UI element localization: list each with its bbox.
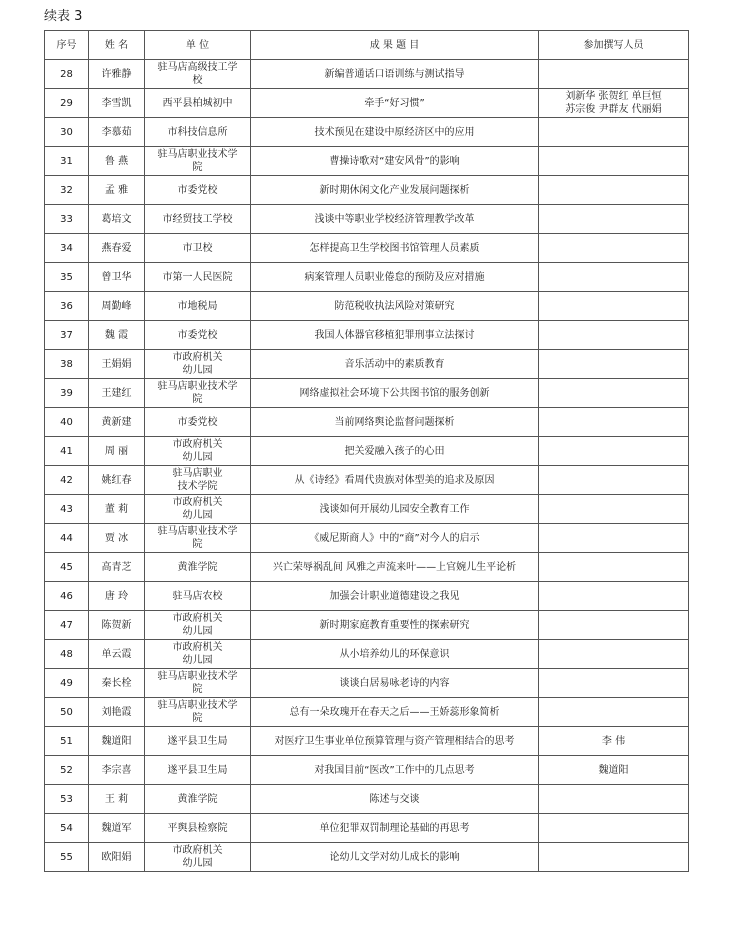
cell-title: 牵手“好习惯”: [251, 89, 539, 118]
table-row: [45, 698, 689, 727]
cell-authors: [539, 118, 689, 147]
cell-seq: 35: [45, 263, 89, 292]
cell-name: 李慕茹: [89, 118, 145, 147]
cell-title: 音乐活动中的素质教育: [251, 350, 539, 379]
cell-name: 欧阳娟: [89, 843, 145, 872]
cell-title: 曹操诗歌对“建安风骨”的影响: [251, 147, 539, 176]
cell-name: 高青芝: [89, 553, 145, 582]
table-row: [45, 147, 689, 176]
cell-title: 总有一朵玫瑰开在春天之后——王娇蕊形象简析: [251, 698, 539, 727]
cell-title: 网络虚拟社会环境下公共图书馆的服务创新: [251, 379, 539, 408]
header-title: 成 果 题 目: [251, 31, 539, 60]
cell-authors: [539, 263, 689, 292]
cell-authors: [539, 205, 689, 234]
cell-name: 李宗喜: [89, 756, 145, 785]
cell-name: 燕春爱: [89, 234, 145, 263]
table-row: [45, 118, 689, 147]
cell-name: 周 丽: [89, 437, 145, 466]
cell-authors: [539, 582, 689, 611]
header-authors: 参加撰写人员: [539, 31, 689, 60]
cell-authors: [539, 814, 689, 843]
table-row: [45, 553, 689, 582]
cell-seq: 52: [45, 756, 89, 785]
header-seq: 序号: [45, 31, 89, 60]
cell-seq: 46: [45, 582, 89, 611]
cell-authors: [539, 408, 689, 437]
cell-name: 姚红春: [89, 466, 145, 495]
cell-unit: 驻马店职业技术学 院: [145, 669, 251, 698]
cell-title: 对我国目前“医改”工作中的几点思考: [251, 756, 539, 785]
cell-authors: [539, 292, 689, 321]
cell-name: 唐 玲: [89, 582, 145, 611]
cell-seq: 31: [45, 147, 89, 176]
table-row: [45, 379, 689, 408]
table-row: [45, 727, 689, 756]
cell-title: 兴亡荣辱祸乱间 风雅之声流来叶——上官婉儿生平论析: [251, 553, 539, 582]
cell-title: 谈谈白居易咏老诗的内容: [251, 669, 539, 698]
table-row: [45, 60, 689, 89]
table-row: [45, 321, 689, 350]
cell-name: 曾卫华: [89, 263, 145, 292]
cell-name: 单云霞: [89, 640, 145, 669]
table-row: [45, 292, 689, 321]
cell-title: 从小培养幼儿的环保意识: [251, 640, 539, 669]
results-table: [44, 30, 689, 872]
table-row: [45, 176, 689, 205]
cell-authors: [539, 350, 689, 379]
cell-authors: [539, 785, 689, 814]
table-row: [45, 814, 689, 843]
table-row: [45, 785, 689, 814]
cell-unit: 市地税局: [145, 292, 251, 321]
cell-name: 贾 冰: [89, 524, 145, 553]
cell-unit: 市经贸技工学校: [145, 205, 251, 234]
table-caption: 续表 3: [44, 9, 83, 24]
cell-name: 秦长栓: [89, 669, 145, 698]
cell-unit: 平舆县检察院: [145, 814, 251, 843]
cell-authors: [539, 698, 689, 727]
table-row: [45, 205, 689, 234]
cell-unit: 市委党校: [145, 176, 251, 205]
table-row: [45, 495, 689, 524]
cell-name: 王娟娟: [89, 350, 145, 379]
cell-title: 加强会计职业道德建设之我见: [251, 582, 539, 611]
cell-authors: [539, 640, 689, 669]
cell-name: 李雪凯: [89, 89, 145, 118]
table-row: [45, 640, 689, 669]
cell-title: 陈述与交谈: [251, 785, 539, 814]
cell-unit: 驻马店职业技术学 院: [145, 147, 251, 176]
cell-seq: 41: [45, 437, 89, 466]
cell-authors: [539, 524, 689, 553]
cell-unit: 黄淮学院: [145, 785, 251, 814]
cell-title: 病案管理人员职业倦怠的预防及应对措施: [251, 263, 539, 292]
cell-unit: 驻马店职业 技术学院: [145, 466, 251, 495]
cell-unit: 市政府机关 幼儿园: [145, 843, 251, 872]
cell-unit: 驻马店职业技术学 院: [145, 698, 251, 727]
cell-unit: 市委党校: [145, 408, 251, 437]
cell-title: 《威尼斯商人》中的“商”对今人的启示: [251, 524, 539, 553]
table-row: [45, 843, 689, 872]
cell-authors: 刘新华 张贺红 单巨恒 苏宗俊 尹群友 代丽娟: [539, 89, 689, 118]
header-row: [45, 31, 689, 60]
cell-authors: [539, 553, 689, 582]
cell-unit: 市委党校: [145, 321, 251, 350]
cell-title: 新时期休闲文化产业发展问题探析: [251, 176, 539, 205]
cell-title: 从《诗经》看周代贵族对体型美的追求及原因: [251, 466, 539, 495]
cell-seq: 50: [45, 698, 89, 727]
cell-authors: [539, 60, 689, 89]
cell-authors: [539, 234, 689, 263]
cell-title: 新编普通话口语训练与测试指导: [251, 60, 539, 89]
cell-title: 新时期家庭教育重要性的探索研究: [251, 611, 539, 640]
cell-name: 葛培文: [89, 205, 145, 234]
cell-seq: 28: [45, 60, 89, 89]
cell-title: 当前网络舆论监督问题探析: [251, 408, 539, 437]
cell-unit: 驻马店高级技工学 校: [145, 60, 251, 89]
cell-authors: [539, 466, 689, 495]
table-body: [45, 60, 689, 872]
table-row: [45, 350, 689, 379]
cell-seq: 51: [45, 727, 89, 756]
cell-unit: 市卫校: [145, 234, 251, 263]
cell-title: 技术预见在建设中原经济区中的应用: [251, 118, 539, 147]
cell-name: 鲁 燕: [89, 147, 145, 176]
cell-authors: 魏道阳: [539, 756, 689, 785]
cell-seq: 36: [45, 292, 89, 321]
cell-seq: 42: [45, 466, 89, 495]
table-row: [45, 756, 689, 785]
cell-seq: 45: [45, 553, 89, 582]
cell-name: 孟 雅: [89, 176, 145, 205]
cell-unit: 遂平县卫生局: [145, 727, 251, 756]
cell-unit: 遂平县卫生局: [145, 756, 251, 785]
table-row: [45, 524, 689, 553]
cell-seq: 34: [45, 234, 89, 263]
cell-authors: [539, 321, 689, 350]
table-row: [45, 263, 689, 292]
table-row: [45, 669, 689, 698]
cell-unit: 驻马店农校: [145, 582, 251, 611]
cell-title: 怎样提高卫生学校图书馆管理人员素质: [251, 234, 539, 263]
cell-title: 把关爱融入孩子的心田: [251, 437, 539, 466]
cell-name: 董 莉: [89, 495, 145, 524]
cell-name: 魏道阳: [89, 727, 145, 756]
cell-title: 论幼儿文学对幼儿成长的影响: [251, 843, 539, 872]
header-unit: 单 位: [145, 31, 251, 60]
cell-seq: 37: [45, 321, 89, 350]
cell-name: 周勤峰: [89, 292, 145, 321]
cell-seq: 32: [45, 176, 89, 205]
cell-seq: 33: [45, 205, 89, 234]
cell-seq: 53: [45, 785, 89, 814]
cell-name: 黄新建: [89, 408, 145, 437]
cell-title: 单位犯罪双罚制理论基础的再思考: [251, 814, 539, 843]
cell-unit: 驻马店职业技术学 院: [145, 524, 251, 553]
cell-seq: 29: [45, 89, 89, 118]
header-name: 姓 名: [89, 31, 145, 60]
cell-seq: 47: [45, 611, 89, 640]
cell-seq: 39: [45, 379, 89, 408]
cell-seq: 40: [45, 408, 89, 437]
cell-unit: 西平县柏城初中: [145, 89, 251, 118]
cell-unit: 市第一人民医院: [145, 263, 251, 292]
cell-unit: 市政府机关 幼儿园: [145, 611, 251, 640]
cell-seq: 49: [45, 669, 89, 698]
cell-unit: 市政府机关 幼儿园: [145, 350, 251, 379]
cell-title: 对医疗卫生事业单位预算管理与资产管理相结合的思考: [251, 727, 539, 756]
table-row: [45, 89, 689, 118]
table-row: [45, 234, 689, 263]
cell-authors: 李 伟: [539, 727, 689, 756]
cell-unit: 黄淮学院: [145, 553, 251, 582]
cell-seq: 54: [45, 814, 89, 843]
cell-title: 浅谈中等职业学校经济管理教学改革: [251, 205, 539, 234]
cell-name: 刘艳霞: [89, 698, 145, 727]
cell-unit: 市科技信息所: [145, 118, 251, 147]
cell-name: 许雅静: [89, 60, 145, 89]
cell-name: 王建红: [89, 379, 145, 408]
cell-authors: [539, 495, 689, 524]
cell-unit: 市政府机关 幼儿园: [145, 495, 251, 524]
cell-unit: 驻马店职业技术学 院: [145, 379, 251, 408]
cell-name: 魏道军: [89, 814, 145, 843]
cell-name: 陈贺新: [89, 611, 145, 640]
cell-name: 王 莉: [89, 785, 145, 814]
cell-seq: 44: [45, 524, 89, 553]
cell-authors: [539, 147, 689, 176]
cell-seq: 43: [45, 495, 89, 524]
cell-title: 我国人体器官移植犯罪刑事立法探讨: [251, 321, 539, 350]
table-row: [45, 437, 689, 466]
cell-seq: 48: [45, 640, 89, 669]
cell-unit: 市政府机关 幼儿园: [145, 640, 251, 669]
table-row: [45, 408, 689, 437]
cell-authors: [539, 669, 689, 698]
cell-unit: 市政府机关 幼儿园: [145, 437, 251, 466]
cell-title: 防范税收执法风险对策研究: [251, 292, 539, 321]
cell-authors: [539, 843, 689, 872]
cell-seq: 38: [45, 350, 89, 379]
cell-name: 魏 霞: [89, 321, 145, 350]
cell-authors: [539, 176, 689, 205]
cell-seq: 30: [45, 118, 89, 147]
cell-seq: 55: [45, 843, 89, 872]
cell-authors: [539, 437, 689, 466]
cell-authors: [539, 611, 689, 640]
cell-authors: [539, 379, 689, 408]
table-row: [45, 611, 689, 640]
table-row: [45, 582, 689, 611]
table-row: [45, 466, 689, 495]
cell-title: 浅谈如何开展幼儿园安全教育工作: [251, 495, 539, 524]
